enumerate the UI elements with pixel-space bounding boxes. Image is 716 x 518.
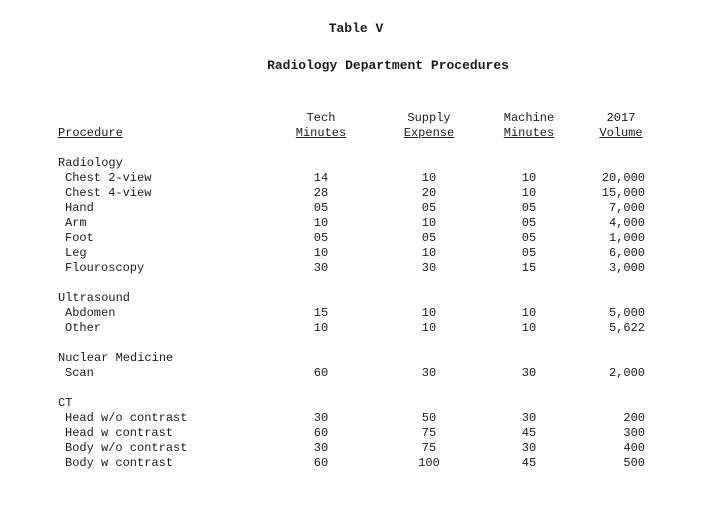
procedure-name: Abdomen xyxy=(65,306,116,320)
tech-minutes-value: 10 xyxy=(313,216,329,230)
procedure-name: Head w contrast xyxy=(65,426,174,440)
volume-value: 200 xyxy=(623,411,645,425)
tech-minutes-value: 10 xyxy=(313,246,329,260)
header-machine-line2: Minutes xyxy=(503,126,555,140)
table-row xyxy=(58,261,658,276)
tech-minutes-value: 60 xyxy=(313,456,329,470)
supply-expense-value: 05 xyxy=(421,231,437,245)
procedure-name: Chest 4-view xyxy=(65,186,152,200)
tech-minutes-value: 15 xyxy=(313,306,329,320)
tech-minutes-value: 60 xyxy=(313,366,329,380)
supply-expense-value: 10 xyxy=(421,321,437,335)
table-row xyxy=(58,201,658,216)
volume-value: 400 xyxy=(623,441,645,455)
volume-value: 2,000 xyxy=(608,366,645,380)
machine-minutes-value: 45 xyxy=(521,426,537,440)
header-tech-line2: Minutes xyxy=(295,126,347,140)
procedure-name: Scan xyxy=(65,366,94,380)
header-supply-line1: Supply xyxy=(407,111,451,125)
volume-value: 1,000 xyxy=(608,231,645,245)
machine-minutes-value: 30 xyxy=(521,366,537,380)
procedure-name: Head w/o contrast xyxy=(65,411,188,425)
supply-expense-value: 50 xyxy=(421,411,437,425)
procedure-name: Flouroscopy xyxy=(65,261,145,275)
procedure-name: Body w contrast xyxy=(65,456,174,470)
table-row xyxy=(58,456,658,471)
table-row xyxy=(58,321,658,336)
tech-minutes-value: 30 xyxy=(313,441,329,455)
table-row xyxy=(58,366,658,381)
machine-minutes-value: 10 xyxy=(521,186,537,200)
machine-minutes-value: 05 xyxy=(521,201,537,215)
machine-minutes-value: 45 xyxy=(521,456,537,470)
table-row xyxy=(58,306,658,321)
table-row xyxy=(58,231,658,246)
header-procedure-label: Procedure xyxy=(58,126,123,140)
tech-minutes-value: 05 xyxy=(313,231,329,245)
procedure-name: Hand xyxy=(65,201,94,215)
header-supply-line2: Expense xyxy=(403,126,455,140)
procedure-name: Other xyxy=(65,321,102,335)
tech-minutes-value: 30 xyxy=(313,261,329,275)
table-row xyxy=(58,246,658,261)
section-heading: CT xyxy=(58,396,73,410)
section-heading: Nuclear Medicine xyxy=(58,351,174,365)
procedure-name: Arm xyxy=(65,216,87,230)
supply-expense-value: 20 xyxy=(421,186,437,200)
table-row xyxy=(58,426,658,441)
volume-value: 7,000 xyxy=(608,201,645,215)
section-heading-row xyxy=(58,351,658,366)
section-heading-row xyxy=(58,156,658,171)
volume-value: 20,000 xyxy=(601,171,645,185)
header-volume xyxy=(590,111,652,141)
tech-minutes-value: 05 xyxy=(313,201,329,215)
table-body xyxy=(58,156,658,471)
machine-minutes-value: 05 xyxy=(521,246,537,260)
tech-minutes-value: 28 xyxy=(313,186,329,200)
section-heading: Radiology xyxy=(58,156,123,170)
section-heading-row xyxy=(58,291,658,306)
header-volume-line2: Volume xyxy=(599,126,643,140)
table-row xyxy=(58,171,658,186)
supply-expense-value: 10 xyxy=(421,306,437,320)
section-spacer xyxy=(58,336,658,351)
section-spacer xyxy=(58,381,658,396)
volume-value: 5,000 xyxy=(608,306,645,320)
tech-minutes-value: 14 xyxy=(313,171,329,185)
supply-expense-value: 30 xyxy=(421,366,437,380)
machine-minutes-value: 05 xyxy=(521,231,537,245)
machine-minutes-value: 30 xyxy=(521,411,537,425)
header-volume-line1: 2017 xyxy=(606,111,636,125)
supply-expense-value: 10 xyxy=(421,246,437,260)
tech-minutes-value: 30 xyxy=(313,411,329,425)
machine-minutes-value: 30 xyxy=(521,441,537,455)
machine-minutes-value: 15 xyxy=(521,261,537,275)
supply-expense-value: 10 xyxy=(421,171,437,185)
procedure-name: Foot xyxy=(65,231,94,245)
volume-value: 6,000 xyxy=(608,246,645,260)
supply-expense-value: 10 xyxy=(421,216,437,230)
table-row xyxy=(58,216,658,231)
volume-value: 300 xyxy=(623,426,645,440)
machine-minutes-value: 10 xyxy=(521,321,537,335)
supply-expense-value: 05 xyxy=(421,201,437,215)
table-row xyxy=(58,186,658,201)
header-tech-line1: Tech xyxy=(306,111,336,125)
section-heading-row xyxy=(58,396,658,411)
section-heading: Ultrasound xyxy=(58,291,131,305)
supply-expense-value: 75 xyxy=(421,441,437,455)
procedure-name: Chest 2-view xyxy=(65,171,152,185)
machine-minutes-value: 10 xyxy=(521,306,537,320)
supply-expense-value: 100 xyxy=(418,456,440,470)
table-title: Table V xyxy=(328,21,384,36)
procedure-name: Leg xyxy=(65,246,87,260)
machine-minutes-value: 10 xyxy=(521,171,537,185)
section-spacer xyxy=(58,276,658,291)
header-machine-minutes xyxy=(493,111,565,141)
tech-minutes-value: 60 xyxy=(313,426,329,440)
tech-minutes-value: 10 xyxy=(313,321,329,335)
table-row xyxy=(58,441,658,456)
volume-value: 15,000 xyxy=(601,186,645,200)
machine-minutes-value: 05 xyxy=(521,216,537,230)
table-row xyxy=(58,411,658,426)
supply-expense-value: 30 xyxy=(421,261,437,275)
header-machine-line1: Machine xyxy=(503,111,555,125)
column-headers xyxy=(58,111,648,141)
volume-value: 3,000 xyxy=(608,261,645,275)
volume-value: 5,622 xyxy=(608,321,645,335)
volume-value: 4,000 xyxy=(608,216,645,230)
volume-value: 500 xyxy=(623,456,645,470)
header-tech-minutes xyxy=(289,111,353,141)
procedure-name: Body w/o contrast xyxy=(65,441,188,455)
header-supply-expense xyxy=(394,111,464,141)
supply-expense-value: 75 xyxy=(421,426,437,440)
table-subtitle: Radiology Department Procedures xyxy=(267,58,509,73)
header-procedure xyxy=(58,126,123,141)
